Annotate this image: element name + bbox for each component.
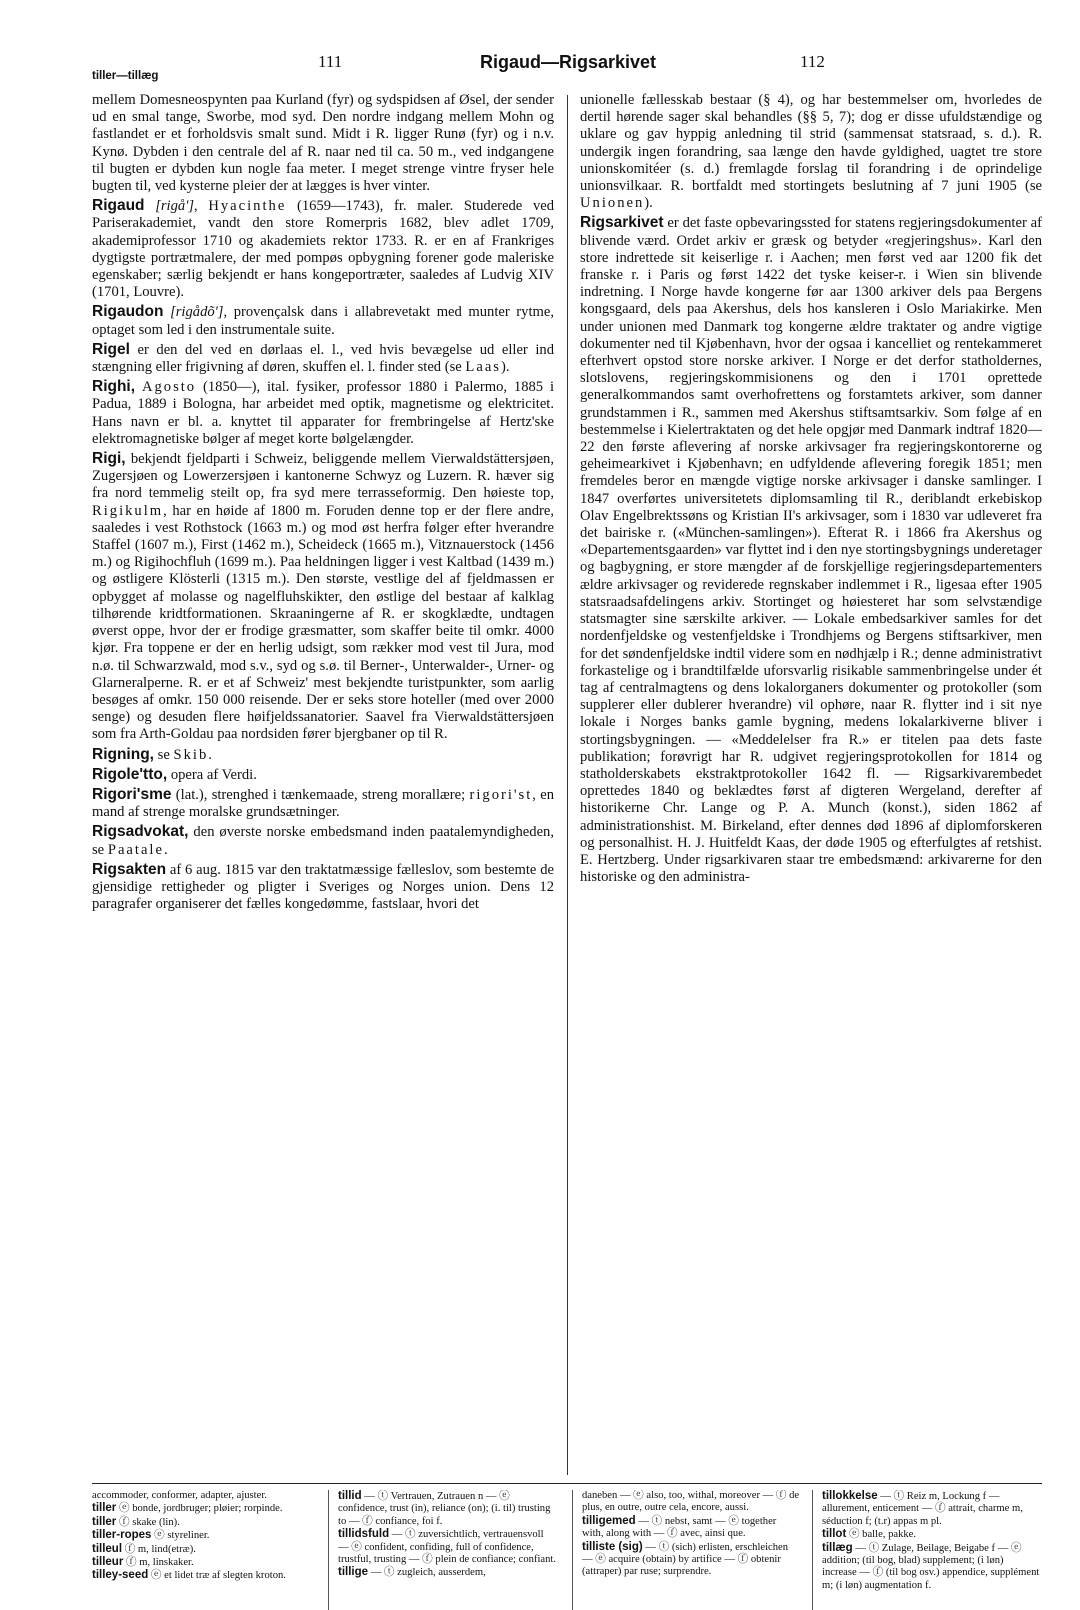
headword: Rigning, — [92, 745, 154, 763]
glossary-def: — ⓣ zugleich, ausserdem, — [370, 1567, 486, 1579]
entry-text: er det faste opbevaringssted for statens regjeringsdokumenter af blivende værd. Ordet arkiv er græsk og betyder «regjeringshus». Karl den store indrettede sit keiserlige r. i Aachen; men først ved aar 1200 fik det franske r. i Paris og først 1422 det tyske keiser-r. i Wien sin blivende indretning. I Norge havde kongerne før aar 1300 arkiver dels paa Bergens kongsgaard, dels paa Akershus, dels hos kansleren i Oslo Mariakirke. Men under unionen med Danmark tog kongerne ældre traktater og andre vigtige dokumenter ned til Kjøbenhavn, hvor der ogsaa i kancelliet og rentekammeret efterhvert opstod store norske arkiver. I Norge er det derfor statholdernes, slotslovens, regjeringskommisionens og den i 1701 oprettede generalkommandos samt overhofrettens og forstamtets arkiver, som danner grundstammen i R., sammen med Akershus stiftsamtsarkiv. Som følge af en bestemmelse i Kielertraktaten og det hele opgjør med Danmark indtraf 1820—22 den første aflevering af norske arkivsager fra regjeringskontorerne og geheimearkivet i Kjøbenhavn; en udfyldende aflevering foregik 1851; men fremdeles beror en mængde vigtige norske arkivsager i danske samlinger. I 1847 overførtes universitetets diplomsamling til R., deriblandt erkebiskop Olav Engelbrektssøns og Kristian II's arkivsager, som i 1830 var udleveret fra det bairiske r. («München-samlingen»). Efterat R. i 1866 fra Akershus og «Departementsgaarden» var flyttet ind i den nye stortingsbygnings underetager og bagbygning, er store mængder af de forskjellige regjeringsdepartementers ældre arkivsager og reviderede regnskaber indlemmet i R., ligesaa efter 1905 statsraadsafdelingens arkiv. Stortinget og høiesteret har som selvstændige statsmagter sine særskilte arkiver. — Lokale embedsarkiver samles for det nordenfjeldske og vestenfjeldske i Trondhjems og Bergens stiftsarkiver, men for det søndenfjeldske indtil videre som en nødhjælp i R.; denne administrativt forkastelige og i brandtilfælde uforsvarlig risikable sammenbringelse under ét tag af centralmagtens og dens lokalorganers dokumenter og protokoller (som supplerer eller dublerer hverandre) vil ophøre, naar R. flytter ind i sit nye lokale i Norges banks gamle bygning, medens lokalarkiverne bliver i stortingsbygningen. — «Meddelelser fra R.» er titelen paa dets faste publikation; forøvrigt har R. udgivet regjeringsprotokollen for 1814 og statholderskabets ekstraktprotokoller 1642 fl. — Rigsarkivarembedet oprettedes 1840 og beklædtes først af digteren Wergeland, derefter af historikerne Chr. Lange og P. A. Munch (konst.), siden 1862 af administrationshist. M. Birkeland, efter dennes død 1896 af diplomforskeren og personalhist. H. J. Huitfeldt Kaas, der døde 1905 og efterfulgtes af retshist. E. Hertzberg. Under rigsarkivaren staar tre embedsmænd: arkivarerne for den historiske og den administra- — [580, 215, 1042, 886]
entry-rigaud: Rigaud [rigå'], Hyacinthe (1659—1743), fr. maler. Studerede ved Pariserakademiet, vandt den store Romerpris 1682, blev adlet 1709, akademiprofessor 1710 og akademiets rektor 1733. R. er en af Frankriges dygtigste portrætmalere, der med pompøs opbygning forener gode maleriske egenskaber; særlig bekjendt er hans kongeportræter, saaledes af Ludvig XIV (1701, Louvre). — [92, 197, 554, 301]
cross-reference: Skib — [173, 746, 209, 763]
page-number-right: 112 — [800, 52, 825, 71]
glossary-def: — ⓣ Reiz m, Lockung f — allurement, enticement — ⓕ attrait, charme m, séduction f; (t.r) appas m pl. — [822, 1491, 1023, 1527]
glossary-def: ⓔ et lidet træ af slegten kroton. — [150, 1570, 286, 1582]
person-name: Hyacinthe — [208, 198, 287, 215]
guide-words: tiller—tillæg — [92, 70, 159, 82]
glossary-def: ⓕ m, lind(etræ). — [124, 1543, 196, 1555]
headword: Rigori'sme — [92, 785, 172, 803]
glossary-def: — ⓣ Vertrauen, Zutrauen n — ⓔ confidence, trust (in), reliance (on); (i. til) trusting to — ⓕ confiance, foi f. — [338, 1491, 551, 1527]
headword: Rigole'tto, — [92, 765, 168, 783]
entry-text-2: , har en høide af 1800 m. Foruden denne top er der flere andre, saaledes i vest Rothstock (1663 m.) og mod øst herfra følger efter hverandre Staffel (1607 m.), First (1462 m.), Scheideck (1665 m.), Vitznauerstock (1456 m.) og Rigihochfluh (1699 m.). Paa heldningen ligger i vest Kaltbad (1439 m.) og østligere Klösterli (1315 m.). Den største, vestlige del af fjeldmassen er opbygget af molasse og nagelfluhskikter, den østlige del bestaar af kalklag tilhørende kridtformationen. Skraaningerne af R. er skogklædte, undtagen øverst oppe, hvor der er frodige græsmatter, som skaffer beite til omkr. 4000 kjør. Fra toppene er der en herlig udsigt, som rækker mod vest til Jura, mod n.ø. til Schwarzwald, mod s.v., syd og s.ø. til Berner-, Unterwalder-, Urner- og Glarneralperne. R. er et af Schweiz' mest bekjendte turistpunkter, som aarlig besøges af omkr. 150 000 reisende. Der er seks store hoteller (med over 2000 senge) og desuden flere høifjeldssanatorier. Saavel fra Vierwaldstättersjøen som fra Arth-Goldau paa nordsiden fører bjergbaner op til R. — [92, 502, 554, 743]
entry-righi — [92, 378, 554, 448]
glossary-headword: tillige — [338, 1566, 369, 1579]
person-name: Agosto — [141, 379, 197, 396]
entry-text: se — [157, 746, 170, 763]
headword: Rigsarkivet — [580, 214, 664, 232]
headword: Righi, — [92, 378, 136, 396]
glossary-entry — [92, 1516, 310, 1529]
glossary-def: ⓔ styreliner. — [154, 1530, 210, 1542]
column-divider — [567, 95, 568, 1475]
entry-text: bekjendt fjeldparti i Schweiz, beliggende mellem Vierwaldstättersjøen, Zugersjøen og Lowerzersjøen i kantonerne Schwyz og Luzern. R. hæver sig fra nord temmelig steilt op, fra syd mere terrasseformig. Den høieste top, — [92, 451, 554, 502]
left-column — [92, 92, 554, 1480]
continued-text — [580, 92, 1042, 212]
glossary-entry — [582, 1515, 800, 1541]
headword: Rigsakten — [92, 860, 167, 878]
headword: Rigaud — [92, 197, 145, 215]
entry-end: . — [163, 841, 168, 858]
entry-text: (1850—), ital. fysiker, professor 1880 i Palermo, 1885 i Padua, 1889 i Bologna, har arbeidet med optik, magnetisme og elektricitet. Hans navn er bl. a. knyttet til apparater for frembringelse af Hertz'ske elektromagnetiske bølger af meget korte bølgelængder. — [92, 379, 554, 447]
headword: Rigaudon — [92, 303, 164, 321]
entry-end: ). — [644, 195, 653, 212]
entry-end: ). — [500, 359, 510, 376]
glossary-def: ⓔ bonde, jordbruger; pløier; rorpinde. — [118, 1503, 283, 1515]
glossary-headword: tilliste (sig) — [582, 1540, 643, 1553]
footer-rule — [92, 1483, 1042, 1484]
continued-text-body: unionelle fællesskab bestaar (§ 4), og har bestemmelser om, hvorledes de dertil hørende sager skal behandles (§§ 5, 7); dog er disse ufuldstændige og uklare og gav hyppig anledning til strid (sammensat statsraad, s. d.). R. undergik ingen forandring, saa længe den havde gyldighed, uagtet tre store unionskomitéer (s. d.) fremlagde forslag til forandring i de oprindelige unionsvilkaar. R. bortfaldt med stortingets beslutning af 7 juni 1905 (se — [580, 92, 1042, 195]
glossary-headword: tiller-ropes — [92, 1529, 152, 1542]
glossary-entry — [822, 1542, 1040, 1593]
continued-text: mellem Domesneospynten paa Kurland (fyr) og sydspidsen af Øsel, der sender ud en smal tange, Sworbe, mod syd. Den nordre indgang mellem Mohn og fastlandet er et forholdsvis smalt sund. Midt i R. ligger Runø (fyr) og i n.v. Kynø. Dybden i den centrale del af R. naar ned til ca. 50 m., ved indgangene til bugten er dybden kun nogle faa meter. I meget strenge vintre fryser hele bugten til, ved kysterne pleier der at lægges is hver vinter. — [92, 92, 554, 195]
glossary-text: accommoder, conformer, adapter, ajuster. — [92, 1490, 267, 1501]
headword: Rigel — [92, 340, 130, 358]
glossary-entry — [822, 1490, 1040, 1528]
glossary-def: — ⓣ nebst, samt — ⓔ together with, along with — ⓕ avec, ainsi que. — [582, 1515, 777, 1540]
cross-reference: Unionen — [580, 195, 645, 212]
glossary-entry — [338, 1490, 556, 1528]
entry-text: , provençalsk dans i allabrevetakt med munter rytme, optaget som led i den instrumentale suite. — [92, 304, 554, 338]
glossary-headword: tillæg — [822, 1541, 853, 1554]
glossary-def: ⓔ balle, pakke. — [848, 1529, 917, 1541]
entry-rigsadvokat — [92, 823, 554, 858]
cross-reference: Paatale — [107, 841, 164, 858]
glossary-entry — [582, 1541, 800, 1579]
glossary-headword: tilley-seed — [92, 1569, 149, 1582]
glossary-entry — [92, 1502, 310, 1515]
entry-text: den øverste norske embedsmand inden paatalemyndigheden, se — [92, 824, 554, 858]
glossary-entry — [338, 1566, 556, 1579]
derived-word: rigori'st — [469, 786, 533, 803]
glossary-headword: tiller — [92, 1515, 117, 1528]
glossary-column-4 — [822, 1490, 1040, 1610]
glossary-def: — ⓣ Zulage, Beilage, Beigabe f — ⓔ addition; (til bog, blad) supplement; (i løn) increase — ⓕ (til bog osv.) appendice, supplément m; (i løn) augmentation f. — [822, 1542, 1040, 1591]
glossary-headword: tillidsfuld — [338, 1528, 390, 1541]
pronunciation: [rigådõ'] — [170, 304, 224, 321]
entry-text: (lat.), strenghed i tænkemaade, streng morallære; — [175, 786, 466, 803]
entry-text: opera af Verdi. — [170, 766, 257, 783]
entry-rigaudon — [92, 303, 554, 338]
glossary-headword: tilleul — [92, 1542, 123, 1555]
glossary-def: ⓕ m, linskaker. — [125, 1557, 194, 1569]
entry-rigning — [92, 746, 554, 764]
glossary-entry — [822, 1528, 1040, 1541]
entry-text: (1659—1743), fr. maler. Studerede ved Pariserakademiet, vandt den store Romerpris 1682, blev adlet 1709, akademiprofessor 1710 og akademiets rektor 1733. R. er en af Frankriges dygtigste portrætmalere, der med pompøs opbygning forener gode maleriske egenskaber; særlig bekjendt er hans kongeportræter, saaledes af Ludvig XIV (1701, Louvre). — [92, 198, 554, 301]
entry-rigsakten — [92, 861, 554, 914]
entry-text: er den del ved en dørlaas el. l., ved hvis bevægelse ud eller ind stængning eller frigivning af døren, skuffen el. l. finder sted (se — [92, 341, 554, 376]
glossary-column-3 — [582, 1490, 800, 1610]
glossary-divider — [812, 1490, 813, 1610]
glossary-headword: tilleur — [92, 1556, 124, 1569]
glossary-divider — [328, 1490, 329, 1610]
glossary-def: ⓕ skake (lin). — [118, 1516, 180, 1528]
glossary-def: — ⓣ zuversichtlich, vertrauensvoll — ⓔ confident, confiding, full of confidence, trustful, trusting — ⓕ plein de confiance; confiant. — [338, 1529, 556, 1566]
entry-rigoletto — [92, 766, 554, 784]
right-column — [580, 92, 1042, 1480]
glossary-headword: tilligemed — [582, 1514, 636, 1527]
pronunciation: [rigå'] — [155, 198, 195, 215]
glossary-entry — [92, 1529, 310, 1542]
glossary-def: — ⓣ (sich) erlisten, erschleichen — ⓔ acquire (obtain) by artifice — ⓕ obtenir (attraper) par ruse; surprendre. — [582, 1541, 789, 1578]
entry-text-2: , en mand af strenge moralske grundsætninger. — [92, 786, 554, 821]
glossary-entry — [338, 1528, 556, 1566]
glossary-text: daneben — ⓔ also, too, withal, moreover — ⓕ de plus, en outre, outre cela, encore, aussi. — [582, 1490, 800, 1514]
place-name: Rigikulm — [92, 502, 164, 519]
glossary-column-2 — [338, 1490, 556, 1610]
glossary-headword: tiller — [92, 1502, 117, 1515]
glossary-divider — [572, 1490, 573, 1610]
glossary-headword: tillid — [338, 1490, 362, 1502]
entry-rigi — [92, 450, 554, 743]
entry-rigorisme — [92, 786, 554, 821]
entry-text: af 6 aug. 1815 var den traktatmæssige fælleslov, som bestemte de gjensidige rettigheder og pligter i Sveriges og Norges union. Dens 12 paragrafer organiserer det fælles kongedømme, fastslaar, hvori det — [92, 861, 554, 913]
page-number-left: 111 — [318, 52, 343, 71]
glossary-entry — [92, 1543, 310, 1556]
glossary-entry — [92, 1556, 310, 1569]
entry-end: . — [208, 746, 212, 763]
page-title: Rigaud—Rigsarkivet — [480, 52, 657, 72]
headword: Rigi, — [92, 450, 126, 468]
glossary-entry — [92, 1569, 310, 1582]
headword: Rigsadvokat, — [92, 823, 189, 841]
cross-reference: Laas — [465, 359, 501, 376]
glossary-headword: tillokkelse — [822, 1490, 878, 1502]
glossary-headword: tillot — [822, 1528, 847, 1541]
glossary-column-1 — [92, 1490, 310, 1610]
entry-rigsarkivet — [580, 214, 1042, 886]
entry-rigel — [92, 341, 554, 376]
